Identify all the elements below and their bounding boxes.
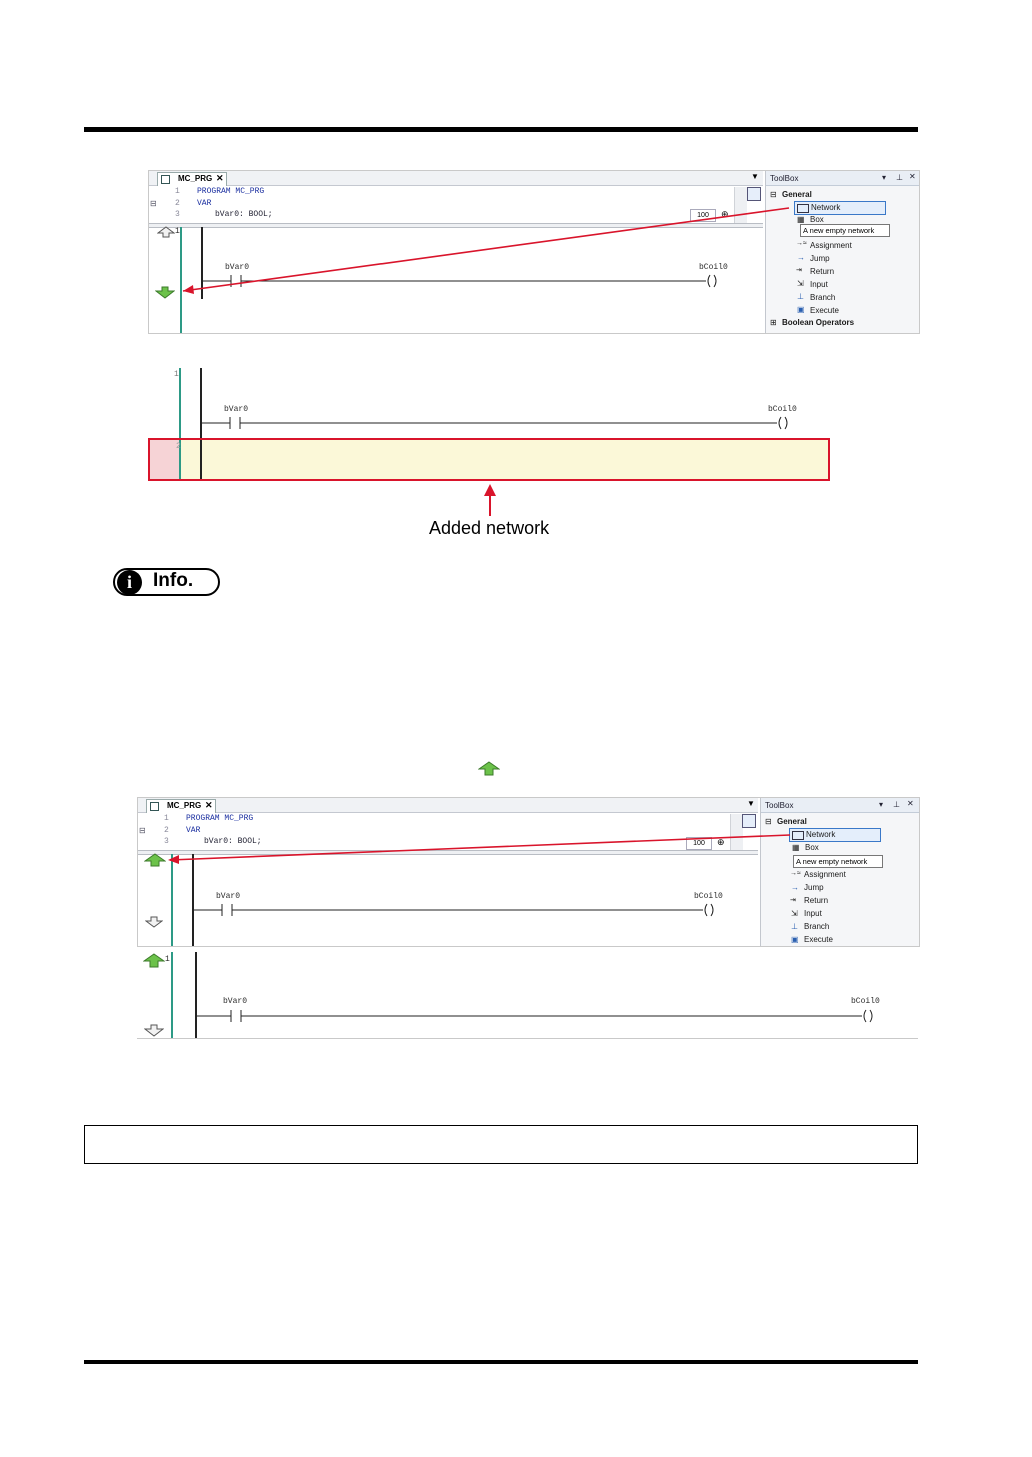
collapse-icon[interactable]: ⊟ [139, 826, 146, 835]
zoom-box[interactable]: 100 [686, 837, 712, 850]
note-box [84, 1125, 918, 1164]
toolbox-item-jump[interactable]: Jump [804, 883, 824, 892]
toolbox-item-branch[interactable]: Branch [810, 293, 836, 302]
pin-icon[interactable]: ▾ [879, 800, 884, 809]
toolbox-item-execute[interactable]: Execute [804, 935, 833, 944]
toolbox-item-return[interactable]: Return [810, 267, 835, 276]
close-icon[interactable]: ✕ [907, 799, 914, 808]
toolbox-group-general[interactable]: General [782, 190, 812, 199]
code-line: VAR [186, 826, 201, 835]
collapse-icon[interactable]: ⊟ [765, 817, 772, 826]
drag-arrow [138, 798, 919, 946]
coil-variable[interactable]: bCoil0 [699, 263, 728, 272]
toolbox-item-jump[interactable]: Jump [810, 254, 830, 263]
power-rail [195, 952, 197, 1038]
tooltip: A new empty network [793, 855, 883, 868]
rung-line [200, 415, 800, 431]
info-label: Info. [153, 570, 194, 591]
collapse-icon[interactable]: ⊟ [150, 199, 157, 208]
coil-variable[interactable]: bCoil0 [768, 405, 797, 414]
toolbox-item-branch[interactable]: Branch [804, 922, 830, 931]
line-number: 1 [164, 814, 169, 823]
code-line: bVar0: BOOL; [204, 837, 262, 846]
jump-icon: → [791, 883, 799, 892]
toolbox-item-assignment[interactable]: Assignment [804, 870, 846, 879]
zoom-box[interactable]: 100 [690, 209, 716, 222]
toolbox-group-general[interactable]: General [777, 817, 807, 826]
toolbox-item-input[interactable]: Input [810, 280, 828, 289]
screenshot-network-result [137, 952, 918, 1039]
pin-icon[interactable]: ⊥ [893, 800, 900, 809]
green-up-arrow-icon [478, 761, 500, 776]
toolbox-item-input[interactable]: Input [804, 909, 822, 918]
move-up-arrow-icon[interactable] [143, 953, 165, 968]
zoom-icon[interactable]: ⊕ [721, 209, 729, 219]
jump-icon: → [797, 253, 805, 262]
info-badge [113, 568, 220, 596]
close-icon[interactable]: ✕ [216, 173, 224, 183]
execute-icon: ▣ [797, 305, 805, 314]
coil-variable[interactable]: bCoil0 [694, 892, 723, 901]
rung-gutter-line [171, 952, 173, 1038]
close-icon[interactable]: ✕ [909, 172, 916, 181]
collapse-icon[interactable]: ⊟ [770, 190, 777, 199]
assignment-icon: →≈ [790, 870, 801, 877]
tab-label: MC_PRG [167, 801, 202, 810]
rung-line [195, 1008, 895, 1024]
toolbox-item-label: Network [806, 830, 836, 839]
return-icon: ⇥ [796, 267, 802, 274]
contact-variable[interactable]: bVar0 [216, 892, 241, 901]
rung-number: 1 [175, 227, 180, 236]
execute-icon: ▣ [791, 935, 799, 944]
rung-number: 2 [176, 442, 181, 451]
screenshot-editor-drag-network [148, 170, 920, 334]
zoom-icon[interactable]: ⊕ [717, 837, 725, 847]
line-number: 3 [175, 210, 180, 219]
branch-icon: ⊥ [791, 922, 798, 931]
toolbox-item-box[interactable]: Box [805, 843, 819, 852]
toolbox-item-box[interactable]: Box [810, 215, 824, 224]
code-line: bVar0: BOOL; [215, 210, 273, 219]
footer-rule [84, 1360, 918, 1364]
box-icon: ▦ [797, 215, 805, 224]
rung-number: 1 [165, 955, 170, 964]
screenshot-added-network [148, 368, 832, 484]
drag-arrow [149, 171, 919, 333]
line-number: 2 [164, 826, 169, 835]
tab-label: MC_PRG [178, 174, 213, 183]
added-network-caption: Added network [429, 518, 550, 538]
chevron-down-icon[interactable]: ▼ [751, 172, 759, 181]
contact-variable[interactable]: bVar0 [223, 997, 248, 1006]
tooltip: A new empty network [800, 224, 890, 237]
expand-icon[interactable]: ⊞ [770, 318, 777, 327]
code-line: PROGRAM MC_PRG [186, 814, 254, 823]
assignment-icon: →≈ [796, 240, 807, 247]
input-icon: ⇲ [791, 909, 798, 918]
toolbox-item-assignment[interactable]: Assignment [810, 241, 852, 250]
line-number: 2 [175, 199, 180, 208]
box-icon: ▦ [792, 843, 800, 852]
line-number: 1 [175, 187, 180, 196]
toolbox-item-label: Network [811, 203, 841, 212]
move-down-arrow-icon[interactable] [144, 1024, 164, 1037]
return-icon: ⇥ [790, 897, 796, 904]
branch-icon: ⊥ [797, 292, 804, 301]
close-icon[interactable]: ✕ [205, 800, 213, 810]
rung-number: 1 [174, 370, 179, 379]
caption-arrow [480, 482, 500, 518]
added-network-highlight[interactable] [148, 438, 830, 481]
code-line: PROGRAM MC_PRG [197, 187, 265, 196]
info-icon: i [117, 570, 142, 595]
input-icon: ⇲ [797, 279, 804, 288]
code-line: VAR [197, 199, 212, 208]
pin-icon[interactable]: ▾ [882, 173, 887, 182]
toolbox-item-return[interactable]: Return [804, 896, 829, 905]
toolbox-group-boolean[interactable]: Boolean Operators [782, 318, 855, 327]
coil-variable[interactable]: bCoil0 [851, 997, 880, 1006]
toolbox-title: ToolBox [770, 174, 799, 183]
line-number: 3 [164, 837, 169, 846]
screenshot-editor-drag-top [137, 797, 920, 947]
pin-icon[interactable]: ⊥ [896, 173, 903, 182]
chevron-down-icon[interactable]: ▼ [747, 799, 755, 808]
contact-variable[interactable]: bVar0 [225, 263, 250, 272]
header-rule [84, 127, 918, 132]
toolbox-title: ToolBox [765, 801, 794, 810]
contact-variable[interactable]: bVar0 [224, 405, 249, 414]
toolbox-item-execute[interactable]: Execute [810, 306, 839, 315]
